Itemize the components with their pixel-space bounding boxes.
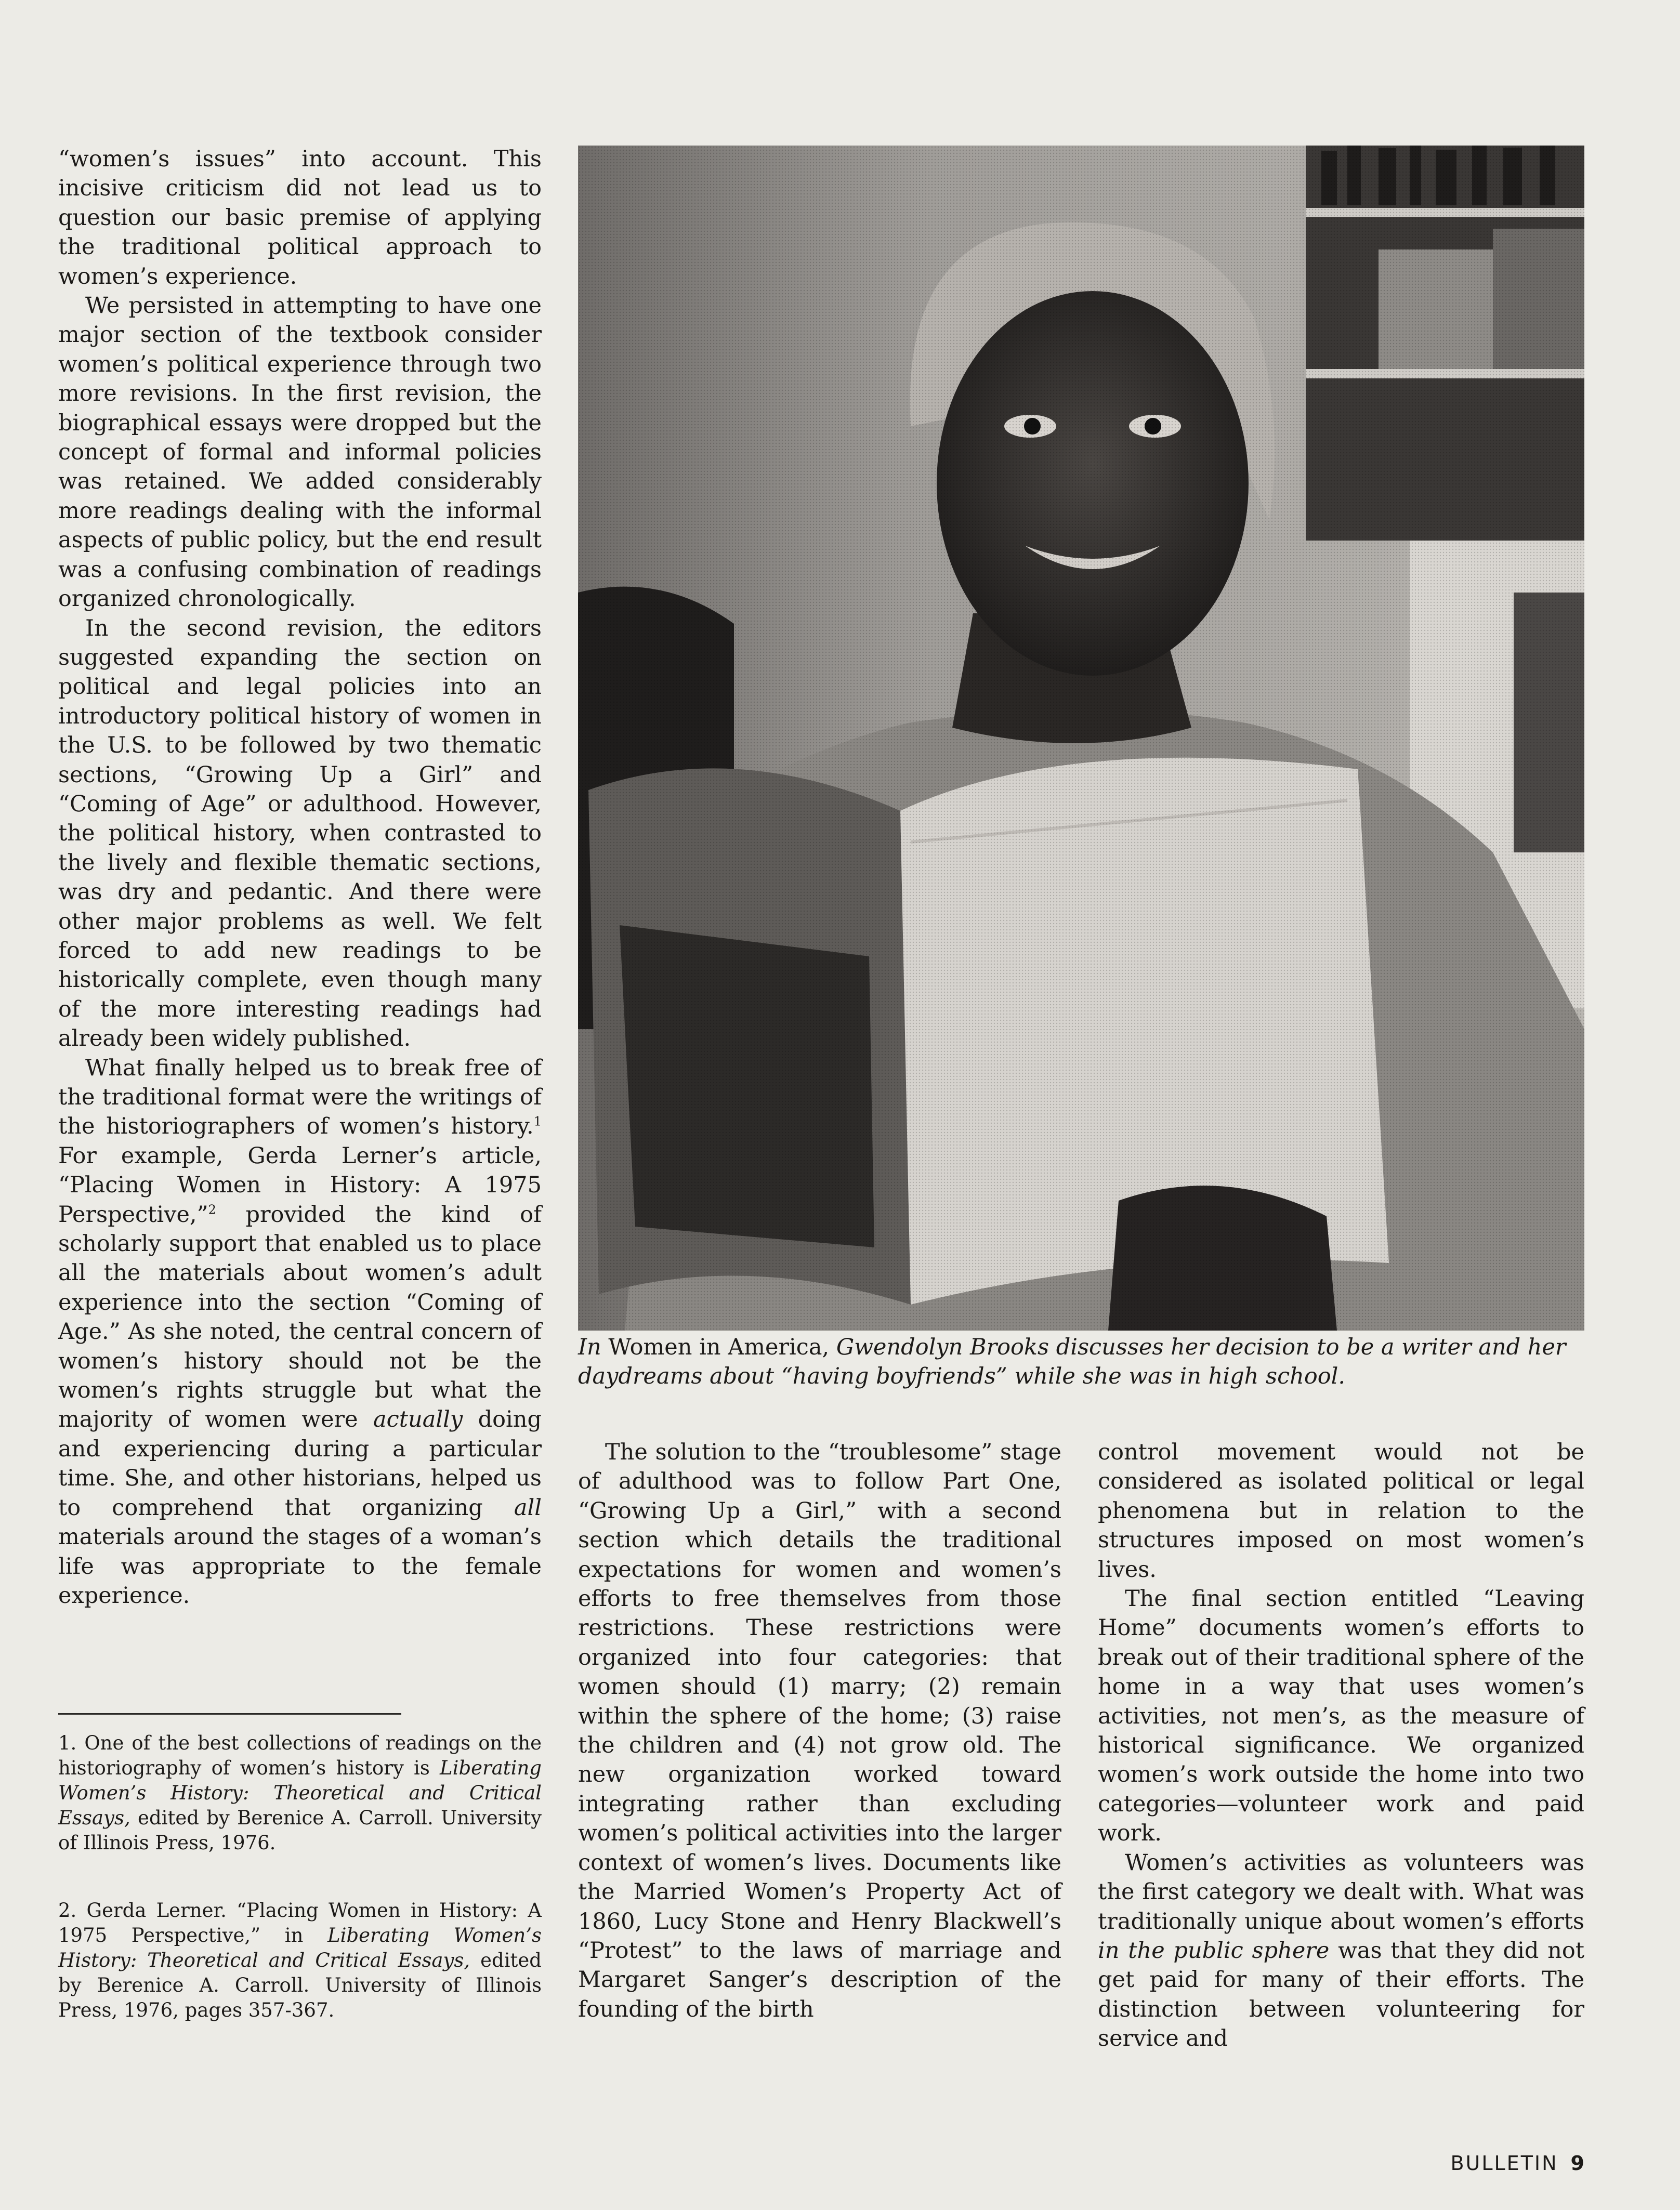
footnote-ref: 2 xyxy=(208,1202,216,1217)
text-run: provided the kind of scholarly support that enabled us to place all the materials about women’s adult experience into the section “Coming of Age.” As she noted, the central concern of women’s history should not be the women’s rights struggle but what the majority of women were xyxy=(58,1201,542,1433)
footnote-2 xyxy=(58,1898,542,2023)
photo-illustration xyxy=(578,146,1584,1331)
paragraph xyxy=(1098,1848,1584,2054)
photo-caption xyxy=(578,1333,1584,1391)
footnote-ref: 1 xyxy=(533,1114,542,1129)
text-run: 1. One of the best collections of readings on the historiography of women’s history is xyxy=(58,1732,542,1779)
emphasis: in the public sphere xyxy=(1098,1937,1330,1964)
text-run: doing and experiencing during a particular time. She, and other historians, helped us to comprehend that organizing xyxy=(58,1406,542,1521)
footnote-divider xyxy=(58,1713,401,1715)
right-column xyxy=(1098,1438,1584,2054)
emphasis: Liberating Women’s History: Theoretical and Critical Essays, xyxy=(58,1757,542,1829)
paragraph: control movement would not be considered as isolated political or legal phenomena but in relation to the structures imposed on most women’s lives. xyxy=(1098,1439,1584,1583)
emphasis: Liberating Women’s History: Theoretical and Critical Essays, xyxy=(58,1924,542,1971)
text-run: 2. Gerda Lerner. “Placing Women in History: A 1975 Perspective,” in xyxy=(58,1899,542,1946)
text-run: For example, Gerda Lerner’s article, “Placing Women in History: A 1975 Perspective,” xyxy=(58,1142,542,1228)
paragraph: The solution to the “troublesome” stage of adulthood was to follow Part One, “Growing Up a Girl,” with a second section which details the traditional expectations for women and women’s efforts to free themselves from those restrictions. These restrictions were organized into four categories: that women should (1) marry; (2) remain within the sphere of the home; (3) raise the children and (4) not grow old. The new organization worked toward integrating rather than excluding women’s political activities into the larger context of women’s lives. Documents like the Married Women’s Property Act of 1860, Lucy Stone and Henry Blackwell’s “Protest” to the laws of marriage and Margaret Sanger’s description of the founding of the birth xyxy=(578,1439,1061,2022)
caption-text: Gwendolyn Brooks discusses her decision to be a writer and her daydreams about “having boyfriends” while she was in high school. xyxy=(578,1334,1566,1389)
publication-name: BULLETIN xyxy=(1450,2152,1558,2175)
paragraph: In the second revision, the editors suggested expanding the section on political and legal policies into an introductory political history of women in the U.S. to be followed by two thematic sections, “Growing Up a Girl” and “Coming of Age” or adulthood. However, the political history, when contrasted to the lively and flexible thematic sections, was dry and pedantic. And there were other major problems as well. We felt forced to add new readings to be historically complete, even though many of the more interesting readings had already been widely published. xyxy=(58,615,542,1052)
footnote-1 xyxy=(58,1731,542,1856)
page-footer xyxy=(1450,2152,1584,2175)
text-run: was that they did not get paid for many of their efforts. The distinction between volunteering for service and xyxy=(1098,1937,1584,2052)
paragraph: The final section entitled “Leaving Home” documents women’s efforts to break out of their traditional sphere of the home in a way that uses women’s activities, not men’s, as the measure of historical significance. We organized women’s work outside the home into two categories—volunteer work and paid work. xyxy=(1098,1586,1584,1847)
text-run: edited by Berenice A. Carroll. University of Illinois Press, 1976, pages 357-367. xyxy=(58,1949,542,2021)
paragraph: We persisted in attempting to have one major section of the textbook consider women’s political experience through two more revisions. In the first revision, the biographical essays were dropped but the concept of formal and informal policies was retained. We added considerably more readings dealing with the informal aspects of public policy, but the end result was a confusing combination of readings organized chronologically. xyxy=(58,293,542,612)
text-run: What finally helped us to break free of the traditional format were the writings of the historiographers of women’s history. xyxy=(58,1055,542,1140)
paragraph: “women’s issues” into account. This incisive criticism did not lead us to question our basic premise of applying the traditional political approach to women’s experience. xyxy=(58,146,542,290)
caption-lead: In xyxy=(578,1334,601,1360)
text-run: edited by Berenice A. Carroll. University of Illinois Press, 1976. xyxy=(58,1807,542,1854)
photograph xyxy=(578,146,1584,1331)
text-run: materials around the stages of a woman’s life was appropriate to the female experience. xyxy=(58,1524,542,1609)
caption-title: Women in America, xyxy=(608,1334,830,1360)
paragraph xyxy=(58,1054,542,1611)
left-column xyxy=(58,144,542,1610)
emphasis: all xyxy=(514,1494,542,1521)
page-number: 9 xyxy=(1570,2152,1584,2175)
middle-column xyxy=(578,1438,1061,2024)
text-run: Women’s activities as volunteers was the first category we dealt with. What was traditionally unique about women’s efforts xyxy=(1098,1849,1584,1935)
emphasis: actually xyxy=(373,1406,463,1433)
